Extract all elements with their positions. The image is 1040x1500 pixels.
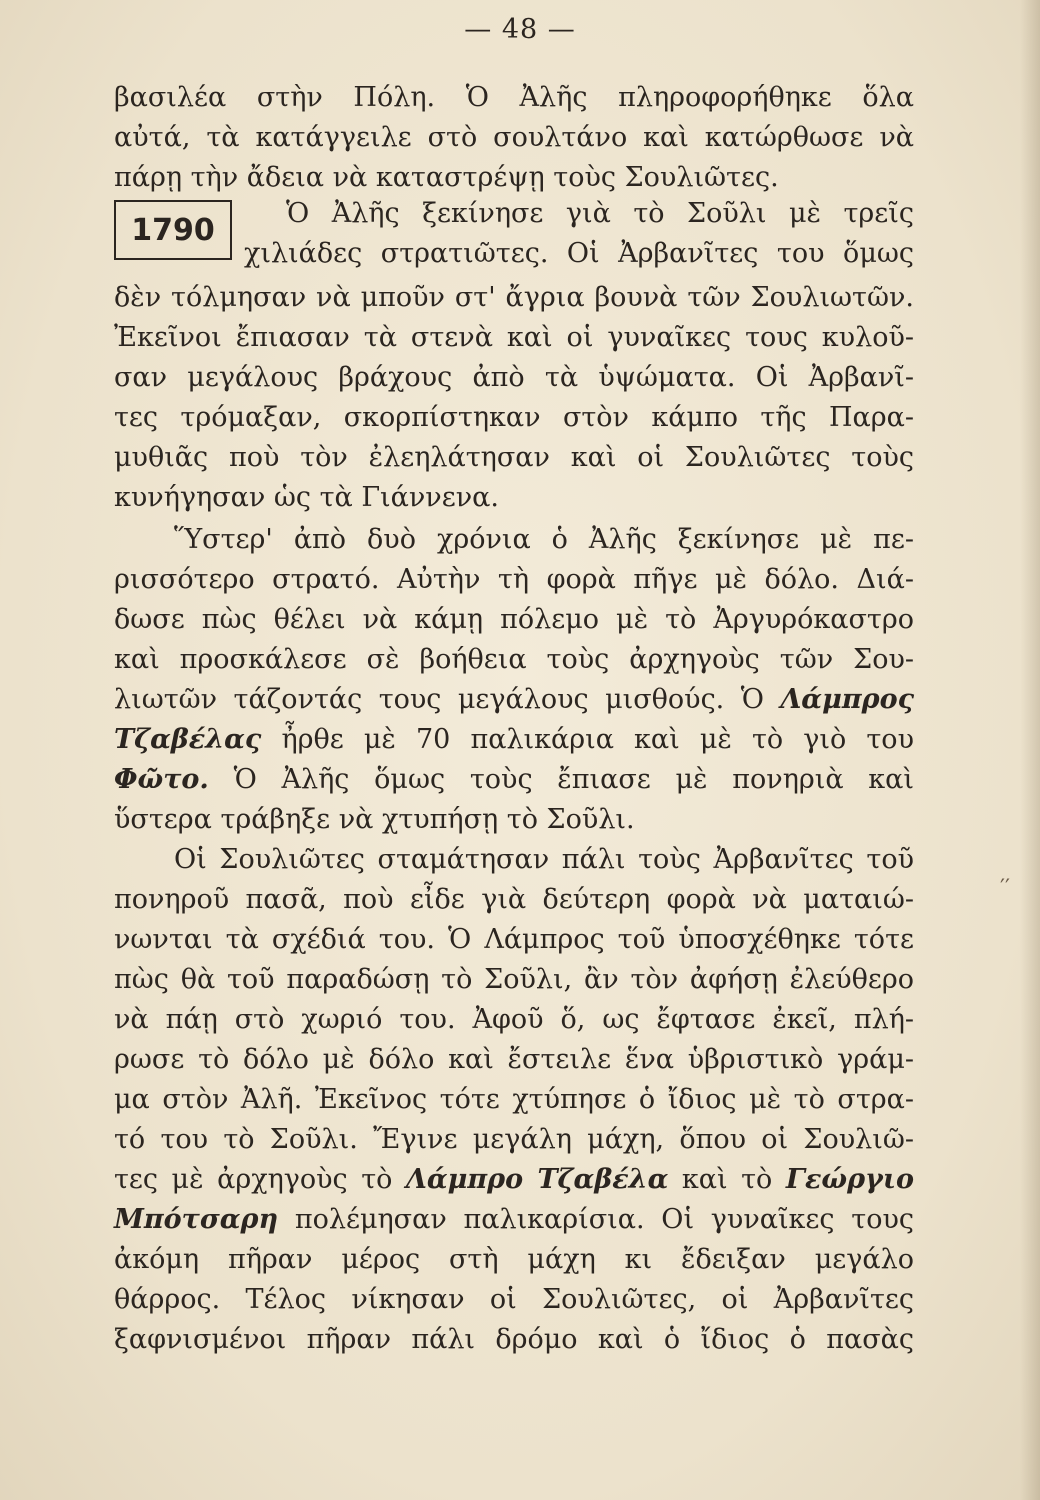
page-edge-shadow (1020, 0, 1040, 1500)
paragraph-1 (114, 278, 914, 518)
lines-beside-year-box (244, 194, 914, 274)
text-line: τες τρόμαξαν, σκορπίστηκαν στὸν κάμπο τῆς Παρα- (114, 402, 914, 433)
text-line (114, 760, 914, 800)
text-line: πονηροῦ πασᾶ, ποὺ εἶδε γιὰ δεύτερη φορὰ νὰ ματαιώ- (114, 884, 914, 915)
paragraph-2 (114, 520, 914, 840)
page-number: — 48 — (464, 14, 576, 45)
text-line: κυνήγησαν ὡς τὰ Γιάννενα. (114, 482, 499, 513)
text-line: αὐτά, τὰ κατάγγειλε στὸ σουλτάνο καὶ κατώρθωσε νὰ (114, 122, 914, 153)
text-line: θάρρος. Τέλος νίκησαν οἱ Σουλιῶτες, οἱ Ἀρβανῖτες (114, 1284, 914, 1315)
text-line: χιλιάδες στρατιῶτες. Οἱ Ἀρβανῖτες του ὅμως (244, 238, 914, 269)
text-run: πολέμησαν παλικαρίσια. Οἱ γυναῖκες τους (294, 1204, 914, 1235)
text-run: Ὁ Ἀλῆς ὅμως τοὺς ἔπιασε μὲ πονηριὰ καὶ (233, 764, 914, 795)
name-botsari: Μπότσαρη (114, 1204, 279, 1235)
year-margin-box: 1790 (114, 200, 232, 260)
text-run: καὶ τὸ (681, 1164, 773, 1195)
text-line: ξαφνισμένοι πῆραν πάλι δρόμο καὶ ὁ ἴδιος ὁ πασὰς (114, 1324, 914, 1355)
margin-ink-mark: ′′ (1000, 876, 1010, 901)
text-line (114, 720, 914, 760)
text-line: βασιλέα στὴν Πόλη. Ὁ Ἀλῆς πληροφορήθηκε ὅλα (114, 82, 914, 113)
text-line: ἀκόμη πῆραν μέρος στὴ μάχη κι ἔδειξαν μεγάλο (114, 1244, 914, 1275)
text-line: καὶ προσκάλεσε σὲ βοήθεια τοὺς ἀρχηγοὺς τῶν Σου- (114, 644, 914, 675)
text-line: ρωσε τὸ δόλο μὲ δόλο καὶ ἔστειλε ἕνα ὑβριστικὸ γράμ- (114, 1044, 914, 1075)
text-line: Ἐκεῖνοι ἔπιασαν τὰ στενὰ καὶ οἱ γυναῖκες τους κυλοῦ- (114, 322, 914, 353)
text-run: Ὁ (740, 684, 764, 715)
name-foto: Φῶτο. (114, 764, 209, 795)
text-line: Ὁ Ἀλῆς ξεκίνησε γιὰ τὸ Σοῦλι μὲ τρεῖς (286, 198, 914, 229)
paragraph-3 (114, 840, 914, 1360)
name-lampro-tzavela: Λάμπρο Τζαβέλα (405, 1164, 669, 1195)
text-line: ρισσότερο στρατό. Αὐτὴν τὴ φορὰ πῆγε μὲ δόλο. Διά- (114, 564, 914, 595)
text-run: λιωτῶν τάζοντάς τους μεγάλους μισθούς. (114, 684, 725, 715)
name-lampros: Λάμπρος (780, 684, 915, 715)
text-line: Ὕστερ' ἀπὸ δυὸ χρόνια ὁ Ἀλῆς ξεκίνησε μὲ πε- (174, 524, 914, 555)
text-line: δωσε πὼς θέλει νὰ κάμῃ πόλεμο μὲ τὸ Ἀργυρόκαστρο (114, 604, 914, 635)
text-line: νὰ πάῃ στὸ χωριό του. Ἀφοῦ ὅ, ως ἔφτασε ἐκεῖ, πλή- (114, 1004, 914, 1035)
text-run: ἦρθε μὲ 70 παλικάρια καὶ μὲ τὸ γιὸ του (281, 724, 914, 755)
text-run: τες μὲ ἀρχηγοὺς τὸ (114, 1164, 393, 1195)
text-line: πάρῃ τὴν ἄδεια νὰ καταστρέψῃ τοὺς Σουλιῶτες. (114, 162, 779, 193)
text-line: μα στὸν Ἀλῆ. Ἐκεῖνος τότε χτύπησε ὁ ἴδιος μὲ τὸ στρα- (114, 1084, 914, 1115)
name-tzavelas: Τζαβέλας (114, 724, 262, 755)
text-line: τό του τὸ Σοῦλι. Ἔγινε μεγάλη μάχη, ὅπου οἱ Σουλιῶ- (114, 1124, 914, 1155)
text-line (114, 1160, 914, 1200)
text-line: Οἱ Σουλιῶτες σταμάτησαν πάλι τοὺς Ἀρβανῖτες τοῦ (174, 844, 914, 875)
text-line: νωνται τὰ σχέδιά του. Ὁ Λάμπρος τοῦ ὑποσχέθηκε τότε (114, 924, 914, 955)
opening-lines (114, 78, 914, 198)
text-line: μυθιᾶς ποὺ τὸν ἐλεηλάτησαν καὶ οἱ Σουλιῶτες τοὺς (114, 442, 914, 473)
text-line (114, 1200, 914, 1240)
text-line: δὲν τόλμησαν νὰ μποῦν στ' ἄγρια βουνὰ τῶν Σουλιωτῶν. (114, 282, 914, 313)
text-line (114, 680, 914, 720)
text-line: σαν μεγάλους βράχους ἀπὸ τὰ ὑψώματα. Οἱ Ἀρβανῖ- (114, 362, 914, 393)
text-line: πὼς θὰ τοῦ παραδώσῃ τὸ Σοῦλι, ἂν τὸν ἀφήσῃ ἐλεύθερο (114, 964, 914, 995)
text-line: ὕστερα τράβηξε νὰ χτυπήσῃ τὸ Σοῦλι. (114, 804, 635, 835)
name-georgio: Γεώργιο (785, 1164, 914, 1195)
